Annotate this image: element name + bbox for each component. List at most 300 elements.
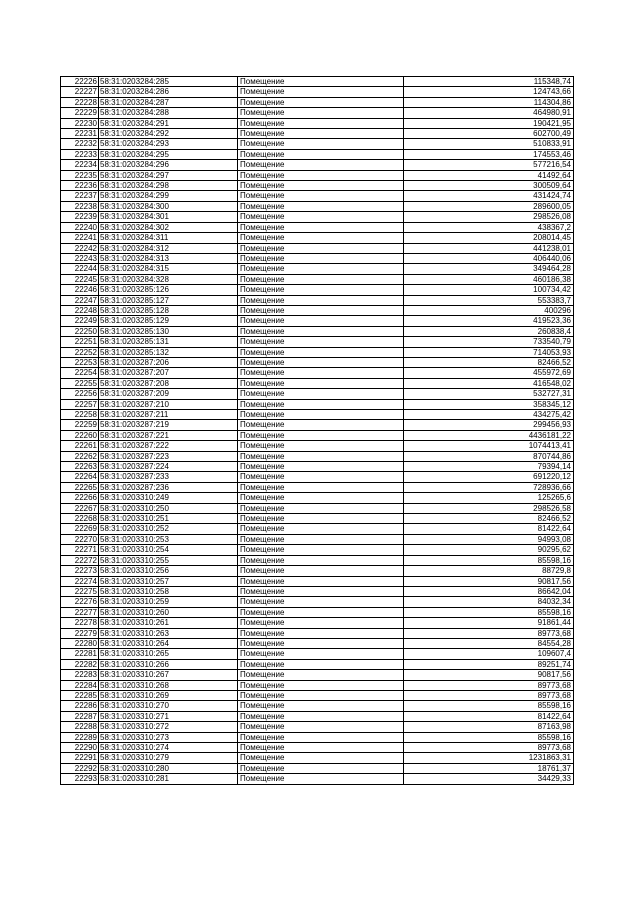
- object-type-cell: Помещение: [238, 87, 404, 97]
- object-type-cell: Помещение: [238, 576, 404, 586]
- row-number-cell: 22228: [61, 97, 99, 107]
- cadastral-number-cell: 58:31:0203310:257: [99, 576, 238, 586]
- object-type-cell: Помещение: [238, 638, 404, 648]
- table-row: [61, 118, 574, 128]
- table-row: [61, 191, 574, 201]
- cadastral-number-cell: 58:31:0203287:223: [99, 451, 238, 461]
- row-number-cell: 22272: [61, 555, 99, 565]
- object-type-cell: Помещение: [238, 514, 404, 524]
- table-row: [61, 618, 574, 628]
- cadastral-value-cell: 298526,58: [404, 503, 574, 513]
- row-number-cell: 22289: [61, 732, 99, 742]
- object-type-cell: Помещение: [238, 711, 404, 721]
- object-type-cell: Помещение: [238, 357, 404, 367]
- row-number-cell: 22247: [61, 295, 99, 305]
- cadastral-number-cell: 58:31:0203284:328: [99, 274, 238, 284]
- row-number-cell: 22269: [61, 524, 99, 534]
- object-type-cell: Помещение: [238, 472, 404, 482]
- row-number-cell: 22230: [61, 118, 99, 128]
- cadastral-value-cell: 85598,16: [404, 732, 574, 742]
- table-row: [61, 659, 574, 669]
- object-type-cell: Помещение: [238, 441, 404, 451]
- row-number-cell: 22277: [61, 607, 99, 617]
- row-number-cell: 22274: [61, 576, 99, 586]
- cadastral-value-cell: 870744,86: [404, 451, 574, 461]
- table-row: [61, 420, 574, 430]
- cadastral-value-cell: 455972,69: [404, 368, 574, 378]
- cadastral-value-cell: 416548,02: [404, 378, 574, 388]
- object-type-cell: Помещение: [238, 305, 404, 315]
- object-type-cell: Помещение: [238, 264, 404, 274]
- row-number-cell: 22280: [61, 638, 99, 648]
- cadastral-number-cell: 58:31:0203284:302: [99, 222, 238, 232]
- cadastral-value-cell: 91861,44: [404, 618, 574, 628]
- object-type-cell: Помещение: [238, 659, 404, 669]
- table-row: [61, 410, 574, 420]
- row-number-cell: 22263: [61, 462, 99, 472]
- row-number-cell: 22260: [61, 430, 99, 440]
- table-row: [61, 711, 574, 721]
- object-type-cell: Помещение: [238, 295, 404, 305]
- object-type-cell: Помещение: [238, 586, 404, 596]
- cadastral-value-cell: 124743,66: [404, 87, 574, 97]
- cadastral-value-table: [60, 76, 574, 785]
- cadastral-value-cell: 89773,68: [404, 680, 574, 690]
- cadastral-number-cell: 58:31:0203287:219: [99, 420, 238, 430]
- object-type-cell: Помещение: [238, 430, 404, 440]
- object-type-cell: Помещение: [238, 534, 404, 544]
- table-row: [61, 638, 574, 648]
- cadastral-number-cell: 58:31:0203284:292: [99, 129, 238, 139]
- cadastral-value-cell: 577216,54: [404, 160, 574, 170]
- cadastral-number-cell: 58:31:0203285:128: [99, 305, 238, 315]
- row-number-cell: 22258: [61, 410, 99, 420]
- cadastral-number-cell: 58:31:0203284:315: [99, 264, 238, 274]
- row-number-cell: 22273: [61, 566, 99, 576]
- row-number-cell: 22238: [61, 201, 99, 211]
- cadastral-value-cell: 100734,42: [404, 285, 574, 295]
- object-type-cell: Помещение: [238, 274, 404, 284]
- row-number-cell: 22244: [61, 264, 99, 274]
- cadastral-value-cell: 85598,16: [404, 555, 574, 565]
- object-type-cell: Помещение: [238, 149, 404, 159]
- object-type-cell: Помещение: [238, 607, 404, 617]
- table-row: [61, 326, 574, 336]
- cadastral-number-cell: 58:31:0203310:256: [99, 566, 238, 576]
- object-type-cell: Помещение: [238, 108, 404, 118]
- object-type-cell: Помещение: [238, 389, 404, 399]
- table-row: [61, 524, 574, 534]
- cadastral-value-cell: 89773,68: [404, 628, 574, 638]
- object-type-cell: Помещение: [238, 285, 404, 295]
- table-row: [61, 441, 574, 451]
- object-type-cell: Помещение: [238, 753, 404, 763]
- table-row: [61, 690, 574, 700]
- table-row: [61, 472, 574, 482]
- row-number-cell: 22232: [61, 139, 99, 149]
- table-row: [61, 212, 574, 222]
- cadastral-value-cell: 84554,28: [404, 638, 574, 648]
- row-number-cell: 22259: [61, 420, 99, 430]
- row-number-cell: 22250: [61, 326, 99, 336]
- table-row: [61, 295, 574, 305]
- object-type-cell: Помещение: [238, 566, 404, 576]
- table-row: [61, 201, 574, 211]
- table-row: [61, 732, 574, 742]
- row-number-cell: 22266: [61, 493, 99, 503]
- object-type-cell: Помещение: [238, 170, 404, 180]
- row-number-cell: 22235: [61, 170, 99, 180]
- cadastral-number-cell: 58:31:0203284:299: [99, 191, 238, 201]
- cadastral-value-cell: 41492,64: [404, 170, 574, 180]
- row-number-cell: 22245: [61, 274, 99, 284]
- table-row: [61, 357, 574, 367]
- cadastral-value-cell: 174553,46: [404, 149, 574, 159]
- table-row: [61, 493, 574, 503]
- cadastral-value-cell: 18761,37: [404, 763, 574, 773]
- object-type-cell: Помещение: [238, 337, 404, 347]
- cadastral-value-cell: 532727,31: [404, 389, 574, 399]
- cadastral-value-cell: 510833,91: [404, 139, 574, 149]
- object-type-cell: Помещение: [238, 410, 404, 420]
- table-row: [61, 368, 574, 378]
- cadastral-value-cell: 419523,36: [404, 316, 574, 326]
- table-row: [61, 545, 574, 555]
- object-type-cell: Помещение: [238, 722, 404, 732]
- cadastral-number-cell: 58:31:0203310:258: [99, 586, 238, 596]
- table-row: [61, 337, 574, 347]
- row-number-cell: 22248: [61, 305, 99, 315]
- row-number-cell: 22275: [61, 586, 99, 596]
- table-row: [61, 534, 574, 544]
- object-type-cell: Помещение: [238, 493, 404, 503]
- cadastral-number-cell: 58:31:0203284:286: [99, 87, 238, 97]
- cadastral-value-cell: 691220,12: [404, 472, 574, 482]
- row-number-cell: 22261: [61, 441, 99, 451]
- row-number-cell: 22292: [61, 763, 99, 773]
- cadastral-value-cell: 260838,4: [404, 326, 574, 336]
- cadastral-value-cell: 464980,91: [404, 108, 574, 118]
- cadastral-number-cell: 58:31:0203287:211: [99, 410, 238, 420]
- object-type-cell: Помещение: [238, 462, 404, 472]
- cadastral-value-cell: 88729,8: [404, 566, 574, 576]
- object-type-cell: Помещение: [238, 732, 404, 742]
- cadastral-number-cell: 58:31:0203310:279: [99, 753, 238, 763]
- row-number-cell: 22252: [61, 347, 99, 357]
- cadastral-number-cell: 58:31:0203310:255: [99, 555, 238, 565]
- cadastral-number-cell: 58:31:0203310:281: [99, 774, 238, 784]
- object-type-cell: Помещение: [238, 118, 404, 128]
- cadastral-number-cell: 58:31:0203284:301: [99, 212, 238, 222]
- cadastral-value-cell: 81422,64: [404, 524, 574, 534]
- table-row: [61, 181, 574, 191]
- table-row: [61, 285, 574, 295]
- object-type-cell: Помещение: [238, 77, 404, 87]
- object-type-cell: Помещение: [238, 212, 404, 222]
- cadastral-number-cell: 58:31:0203310:252: [99, 524, 238, 534]
- row-number-cell: 22237: [61, 191, 99, 201]
- table-row: [61, 482, 574, 492]
- cadastral-value-cell: 431424,74: [404, 191, 574, 201]
- table-row: [61, 399, 574, 409]
- row-number-cell: 22265: [61, 482, 99, 492]
- cadastral-number-cell: 58:31:0203287:207: [99, 368, 238, 378]
- row-number-cell: 22285: [61, 690, 99, 700]
- cadastral-value-cell: 190421,95: [404, 118, 574, 128]
- cadastral-value-cell: 1231863,31: [404, 753, 574, 763]
- table-row: [61, 680, 574, 690]
- table-row: [61, 389, 574, 399]
- cadastral-number-cell: 58:31:0203284:291: [99, 118, 238, 128]
- cadastral-number-cell: 58:31:0203287:236: [99, 482, 238, 492]
- cadastral-number-cell: 58:31:0203285:132: [99, 347, 238, 357]
- row-number-cell: 22246: [61, 285, 99, 295]
- object-type-cell: Помещение: [238, 399, 404, 409]
- row-number-cell: 22255: [61, 378, 99, 388]
- cadastral-number-cell: 58:31:0203287:222: [99, 441, 238, 451]
- table-row: [61, 87, 574, 97]
- object-type-cell: Помещение: [238, 347, 404, 357]
- cadastral-value-cell: 82466,52: [404, 357, 574, 367]
- cadastral-number-cell: 58:31:0203284:296: [99, 160, 238, 170]
- table-row: [61, 607, 574, 617]
- row-number-cell: 22253: [61, 357, 99, 367]
- cadastral-value-cell: 208014,45: [404, 233, 574, 243]
- cadastral-number-cell: 58:31:0203310:268: [99, 680, 238, 690]
- cadastral-number-cell: 58:31:0203284:300: [99, 201, 238, 211]
- row-number-cell: 22268: [61, 514, 99, 524]
- object-type-cell: Помещение: [238, 233, 404, 243]
- object-type-cell: Помещение: [238, 524, 404, 534]
- cadastral-value-cell: 400296: [404, 305, 574, 315]
- object-type-cell: Помещение: [238, 368, 404, 378]
- row-number-cell: 22264: [61, 472, 99, 482]
- table-row: [61, 586, 574, 596]
- row-number-cell: 22267: [61, 503, 99, 513]
- table-row: [61, 316, 574, 326]
- row-number-cell: 22243: [61, 253, 99, 263]
- cadastral-value-cell: 714053,93: [404, 347, 574, 357]
- cadastral-number-cell: 58:31:0203310:274: [99, 743, 238, 753]
- cadastral-number-cell: 58:31:0203287:221: [99, 430, 238, 440]
- object-type-cell: Помещение: [238, 482, 404, 492]
- cadastral-number-cell: 58:31:0203284:297: [99, 170, 238, 180]
- object-type-cell: Помещение: [238, 160, 404, 170]
- cadastral-value-cell: 115348,74: [404, 77, 574, 87]
- table-row: [61, 274, 574, 284]
- cadastral-value-cell: 89773,68: [404, 743, 574, 753]
- table-row: [61, 378, 574, 388]
- table-row: [61, 722, 574, 732]
- row-number-cell: 22242: [61, 243, 99, 253]
- cadastral-number-cell: 58:31:0203310:263: [99, 628, 238, 638]
- object-type-cell: Помещение: [238, 743, 404, 753]
- object-type-cell: Помещение: [238, 618, 404, 628]
- object-type-cell: Помещение: [238, 763, 404, 773]
- cadastral-number-cell: 58:31:0203285:130: [99, 326, 238, 336]
- object-type-cell: Помещение: [238, 680, 404, 690]
- cadastral-number-cell: 58:31:0203287:206: [99, 357, 238, 367]
- table-row: [61, 305, 574, 315]
- row-number-cell: 22276: [61, 597, 99, 607]
- table-row: [61, 347, 574, 357]
- table-row: [61, 670, 574, 680]
- cadastral-value-cell: 34429,33: [404, 774, 574, 784]
- object-type-cell: Помещение: [238, 774, 404, 784]
- cadastral-number-cell: 58:31:0203310:270: [99, 701, 238, 711]
- object-type-cell: Помещение: [238, 597, 404, 607]
- cadastral-number-cell: 58:31:0203310:272: [99, 722, 238, 732]
- cadastral-value-cell: 89251,74: [404, 659, 574, 669]
- row-number-cell: 22283: [61, 670, 99, 680]
- cadastral-value-cell: 90295,62: [404, 545, 574, 555]
- object-type-cell: Помещение: [238, 420, 404, 430]
- cadastral-number-cell: 58:31:0203310:249: [99, 493, 238, 503]
- row-number-cell: 22256: [61, 389, 99, 399]
- cadastral-number-cell: 58:31:0203285:127: [99, 295, 238, 305]
- table-row: [61, 701, 574, 711]
- cadastral-number-cell: 58:31:0203310:266: [99, 659, 238, 669]
- table-row: [61, 430, 574, 440]
- cadastral-number-cell: 58:31:0203287:210: [99, 399, 238, 409]
- cadastral-value-cell: 82466,52: [404, 514, 574, 524]
- table-row: [61, 97, 574, 107]
- object-type-cell: Помещение: [238, 191, 404, 201]
- row-number-cell: 22288: [61, 722, 99, 732]
- table-row: [61, 514, 574, 524]
- row-number-cell: 22287: [61, 711, 99, 721]
- object-type-cell: Помещение: [238, 649, 404, 659]
- cadastral-value-cell: 125265,6: [404, 493, 574, 503]
- cadastral-number-cell: 58:31:0203285:131: [99, 337, 238, 347]
- table-row: [61, 160, 574, 170]
- table-row: [61, 170, 574, 180]
- cadastral-number-cell: 58:31:0203284:287: [99, 97, 238, 107]
- cadastral-number-cell: 58:31:0203310:280: [99, 763, 238, 773]
- cadastral-value-cell: 349464,28: [404, 264, 574, 274]
- object-type-cell: Помещение: [238, 503, 404, 513]
- cadastral-value-cell: 358345,12: [404, 399, 574, 409]
- object-type-cell: Помещение: [238, 129, 404, 139]
- table-row: [61, 253, 574, 263]
- cadastral-value-cell: 289600,05: [404, 201, 574, 211]
- row-number-cell: 22271: [61, 545, 99, 555]
- table-row: [61, 149, 574, 159]
- table-row: [61, 649, 574, 659]
- cadastral-value-cell: 81422,64: [404, 711, 574, 721]
- row-number-cell: 22249: [61, 316, 99, 326]
- cadastral-number-cell: 58:31:0203310:269: [99, 690, 238, 700]
- table-body: [61, 77, 574, 785]
- row-number-cell: 22281: [61, 649, 99, 659]
- row-number-cell: 22286: [61, 701, 99, 711]
- cadastral-value-cell: 602700,49: [404, 129, 574, 139]
- cadastral-number-cell: 58:31:0203285:126: [99, 285, 238, 295]
- cadastral-number-cell: 58:31:0203310:264: [99, 638, 238, 648]
- cadastral-number-cell: 58:31:0203287:224: [99, 462, 238, 472]
- row-number-cell: 22278: [61, 618, 99, 628]
- cadastral-value-cell: 84032,34: [404, 597, 574, 607]
- cadastral-value-cell: 553383,7: [404, 295, 574, 305]
- cadastral-number-cell: 58:31:0203310:254: [99, 545, 238, 555]
- row-number-cell: 22231: [61, 129, 99, 139]
- cadastral-value-cell: 299456,93: [404, 420, 574, 430]
- cadastral-number-cell: 58:31:0203310:251: [99, 514, 238, 524]
- cadastral-value-cell: 298526,08: [404, 212, 574, 222]
- cadastral-value-cell: 86642,04: [404, 586, 574, 596]
- cadastral-value-cell: 406440,06: [404, 253, 574, 263]
- row-number-cell: 22254: [61, 368, 99, 378]
- cadastral-value-cell: 733540,79: [404, 337, 574, 347]
- row-number-cell: 22240: [61, 222, 99, 232]
- cadastral-number-cell: 58:31:0203310:250: [99, 503, 238, 513]
- cadastral-number-cell: 58:31:0203287:209: [99, 389, 238, 399]
- cadastral-value-cell: 87163,98: [404, 722, 574, 732]
- table-row: [61, 774, 574, 784]
- cadastral-number-cell: 58:31:0203284:313: [99, 253, 238, 263]
- cadastral-number-cell: 58:31:0203310:260: [99, 607, 238, 617]
- row-number-cell: 22270: [61, 534, 99, 544]
- object-type-cell: Помещение: [238, 139, 404, 149]
- cadastral-value-cell: 114304,86: [404, 97, 574, 107]
- row-number-cell: 22239: [61, 212, 99, 222]
- cadastral-number-cell: 58:31:0203310:253: [99, 534, 238, 544]
- table-row: [61, 597, 574, 607]
- cadastral-value-cell: 300509,64: [404, 181, 574, 191]
- cadastral-number-cell: 58:31:0203284:298: [99, 181, 238, 191]
- row-number-cell: 22290: [61, 743, 99, 753]
- row-number-cell: 22233: [61, 149, 99, 159]
- row-number-cell: 22284: [61, 680, 99, 690]
- table-row: [61, 566, 574, 576]
- table-row: [61, 233, 574, 243]
- cadastral-value-cell: 728936,66: [404, 482, 574, 492]
- cadastral-value-cell: 85598,16: [404, 607, 574, 617]
- object-type-cell: Помещение: [238, 97, 404, 107]
- object-type-cell: Помещение: [238, 670, 404, 680]
- object-type-cell: Помещение: [238, 243, 404, 253]
- cadastral-value-cell: 460186,38: [404, 274, 574, 284]
- table-row: [61, 576, 574, 586]
- object-type-cell: Помещение: [238, 378, 404, 388]
- object-type-cell: Помещение: [238, 181, 404, 191]
- cadastral-value-cell: 4436181,22: [404, 430, 574, 440]
- row-number-cell: 22291: [61, 753, 99, 763]
- table-row: [61, 243, 574, 253]
- cadastral-number-cell: 58:31:0203310:273: [99, 732, 238, 742]
- cadastral-value-cell: 79394,14: [404, 462, 574, 472]
- cadastral-value-cell: 1074413,41: [404, 441, 574, 451]
- object-type-cell: Помещение: [238, 628, 404, 638]
- object-type-cell: Помещение: [238, 253, 404, 263]
- table-row: [61, 129, 574, 139]
- table-row: [61, 628, 574, 638]
- cadastral-number-cell: 58:31:0203285:129: [99, 316, 238, 326]
- object-type-cell: Помещение: [238, 222, 404, 232]
- object-type-cell: Помещение: [238, 690, 404, 700]
- object-type-cell: Помещение: [238, 326, 404, 336]
- cadastral-value-cell: 90817,56: [404, 670, 574, 680]
- cadastral-value-cell: 438367,2: [404, 222, 574, 232]
- object-type-cell: Помещение: [238, 451, 404, 461]
- cadastral-value-cell: 441238,01: [404, 243, 574, 253]
- table-row: [61, 139, 574, 149]
- cadastral-number-cell: 58:31:0203287:208: [99, 378, 238, 388]
- table-row: [61, 77, 574, 87]
- cadastral-value-cell: 94993,08: [404, 534, 574, 544]
- row-number-cell: 22257: [61, 399, 99, 409]
- table-row: [61, 108, 574, 118]
